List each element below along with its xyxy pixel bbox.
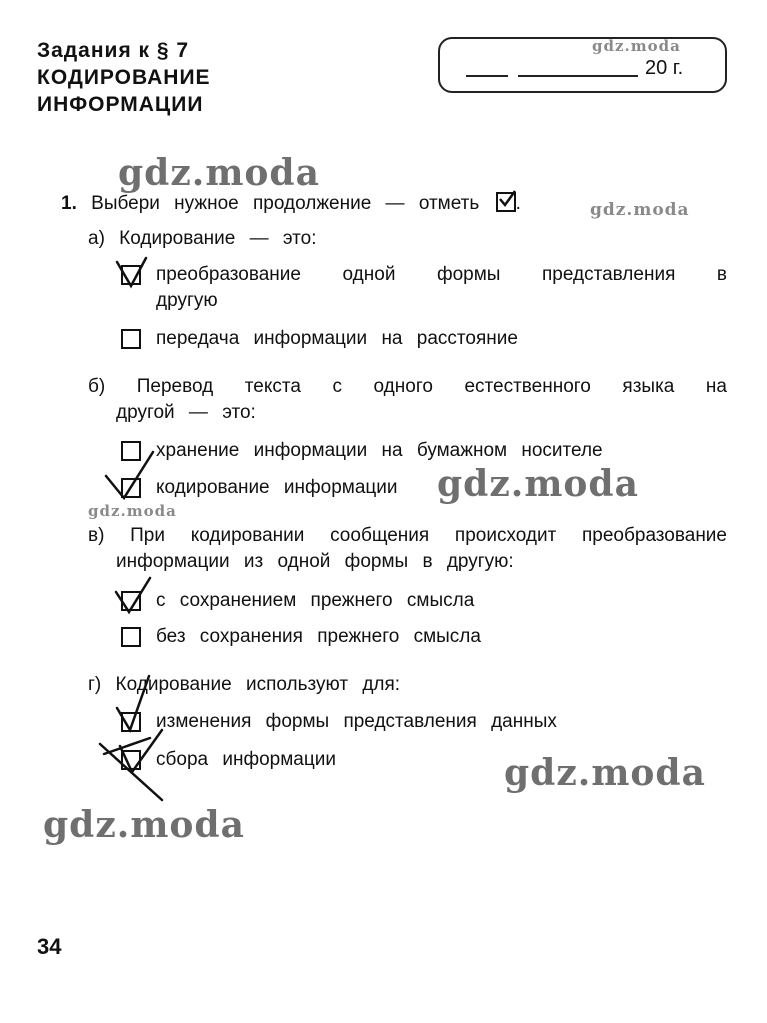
section-heading-line2: ИНФОРМАЦИИ xyxy=(37,93,204,116)
option-c-2: без сохранения прежнего смысла xyxy=(156,626,481,647)
checkmark-d-1-icon xyxy=(117,676,149,730)
task-number: 1. xyxy=(61,193,77,214)
checkmark-c-1-icon xyxy=(116,578,150,612)
page-number: 34 xyxy=(37,934,62,959)
question-b-label-line1: б) Перевод текста с одного естественного языка на xyxy=(88,376,727,397)
option-b-1: хранение информации на бумажном носителе xyxy=(156,440,603,461)
option-a-2: передача информации на расстояние xyxy=(156,328,518,349)
question-d-label: г) Кодирование используют для: xyxy=(88,674,401,695)
option-d-2: сбора информации xyxy=(156,749,336,770)
option-c-1: с сохранением прежнего смысла xyxy=(156,590,475,611)
watermark: gdz.moda xyxy=(592,37,681,55)
section-heading-line1: КОДИРОВАНИЕ xyxy=(37,66,211,89)
watermark: gdz.moda xyxy=(118,152,320,194)
date-year-label: 20 г. xyxy=(645,57,684,79)
checkmark-b-2-icon xyxy=(106,452,153,498)
section-subtitle: Задания к § 7 xyxy=(37,39,190,62)
watermark: gdz.moda xyxy=(88,502,177,520)
option-a-1-line2: другую xyxy=(156,290,218,311)
task-instruction-end: . xyxy=(515,193,521,214)
task-instruction-text: Выбери нужное продолжение — отметь xyxy=(91,193,480,214)
option-d-1: изменения формы представления данных xyxy=(156,711,557,732)
question-c-label-line2: информации из одной формы в другую: xyxy=(116,551,514,572)
question-b-label-line2: другой — это: xyxy=(116,402,256,423)
watermark: gdz.moda xyxy=(43,804,245,846)
question-c-label-line1: в) При кодировании сообщения происходит преобразование xyxy=(88,525,727,546)
question-a-label: а) Кодирование — это: xyxy=(88,228,317,249)
watermark: gdz.moda xyxy=(504,752,706,794)
option-a-1-line1: преобразование одной формы представления в xyxy=(156,264,727,285)
option-b-2: кодирование информации xyxy=(156,477,398,498)
watermark: gdz.moda xyxy=(590,200,690,220)
crossout-d-2-icon xyxy=(100,730,162,800)
checkmark-a-1-icon xyxy=(117,258,146,286)
watermark: gdz.moda xyxy=(437,463,639,505)
